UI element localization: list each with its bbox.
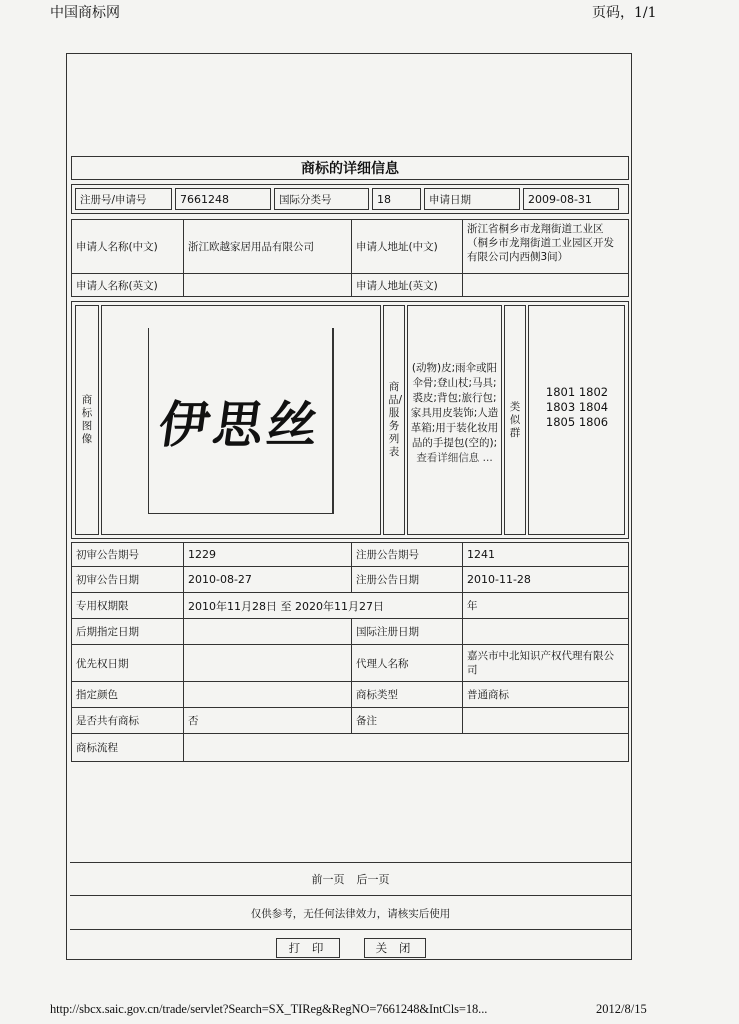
prelim-date-value: 2010-08-27 [183, 566, 352, 593]
address-cn-value: 浙江省桐乡市龙翔街道工业区（桐乡市龙翔街道工业园区开发有限公司内西侧3间） [462, 219, 629, 274]
applicant-en-value [183, 273, 352, 297]
intl-reg-date-value [462, 618, 629, 645]
color-value [183, 681, 352, 708]
prev-page-link[interactable]: 前一页 [311, 873, 345, 886]
applicant-cn-value: 浙江欧越家居用品有限公司 [183, 219, 352, 274]
priority-value [183, 644, 352, 682]
next-page-link[interactable]: 后一页 [356, 873, 390, 886]
goods-label: 商品/服务列表 [383, 305, 405, 535]
page-url: http://sbcx.saic.gov.cn/trade/servlet?Search=SX_TIReg&RegNO=7661248&IntCls=18... [50, 1002, 488, 1016]
pagination [70, 862, 631, 896]
intl-class-value: 18 [372, 188, 421, 210]
reg-notice-no-value: 1241 [462, 542, 629, 567]
intl-class-label: 国际分类号 [274, 188, 369, 210]
similar-groups: 1801 1802 1803 1804 1805 1806 [545, 385, 609, 429]
intl-reg-date-label: 国际注册日期 [351, 618, 463, 645]
shared-label: 是否共有商标 [71, 707, 184, 734]
app-date-value: 2009-08-31 [523, 188, 619, 210]
site-title: 中国商标网 [50, 5, 120, 21]
page-number: 页码，1/1 [592, 5, 657, 21]
reg-notice-date-value: 2010-11-28 [462, 566, 629, 593]
print-button[interactable]: 打 印 [276, 938, 340, 958]
reg-notice-date-label: 注册公告日期 [351, 566, 463, 593]
mark-image-label: 商标图像 [75, 305, 99, 535]
priority-label: 优先权日期 [71, 644, 184, 682]
address-en-value [462, 273, 629, 297]
color-label: 指定颜色 [71, 681, 184, 708]
process-value [183, 733, 629, 762]
print-date: 2012/8/15 [596, 1002, 647, 1016]
shared-value: 否 [183, 707, 352, 734]
goods-text: (动物)皮;雨伞或阳伞骨;登山杖;马具;裘皮;背包;旅行包;家具用皮装饰;人造革箱;用于装化妆用品的手提包(空的); [410, 362, 499, 449]
applicant-cn-label: 申请人名称(中文) [71, 219, 184, 274]
remark-value [462, 707, 629, 734]
similar-label: 类似群 [504, 305, 526, 535]
detail-title: 商标的详细信息 [71, 156, 629, 180]
applicant-en-label: 申请人名称(英文) [71, 273, 184, 297]
later-date-label: 后期指定日期 [71, 618, 184, 645]
reg-no-label: 注册号/申请号 [75, 188, 172, 210]
mark-type-label: 商标类型 [351, 681, 463, 708]
mark-image-text: 伊思丝 [155, 395, 326, 454]
app-date-label: 申请日期 [424, 188, 520, 210]
prelim-date-label: 初审公告日期 [71, 566, 184, 593]
exclusive-value: 2010年11月28日 至 2020年11月27日 [183, 592, 463, 619]
address-en-label: 申请人地址(英文) [351, 273, 463, 297]
agent-label: 代理人名称 [351, 644, 463, 682]
address-cn-label: 申请人地址(中文) [351, 219, 463, 274]
prelim-no-label: 初审公告期号 [71, 542, 184, 567]
agent-value: 嘉兴市中北知识产权代理有限公司 [462, 644, 629, 682]
reg-notice-no-label: 注册公告期号 [351, 542, 463, 567]
process-label: 商标流程 [71, 733, 184, 762]
disclaimer: 仅供参考，无任何法律效力，请核实后使用 [70, 898, 631, 930]
close-button[interactable]: 关 闭 [364, 938, 426, 958]
goods-list [409, 361, 500, 466]
goods-more-link[interactable]: 查看详细信息 ... [416, 452, 493, 464]
prelim-no-value: 1229 [183, 542, 352, 567]
later-date-value [183, 618, 352, 645]
exclusive-label: 专用权期限 [71, 592, 184, 619]
mark-type-value: 普通商标 [462, 681, 629, 708]
reg-no-value: 7661248 [175, 188, 271, 210]
exclusive-unit: 年 [462, 592, 629, 619]
remark-label: 备注 [351, 707, 463, 734]
